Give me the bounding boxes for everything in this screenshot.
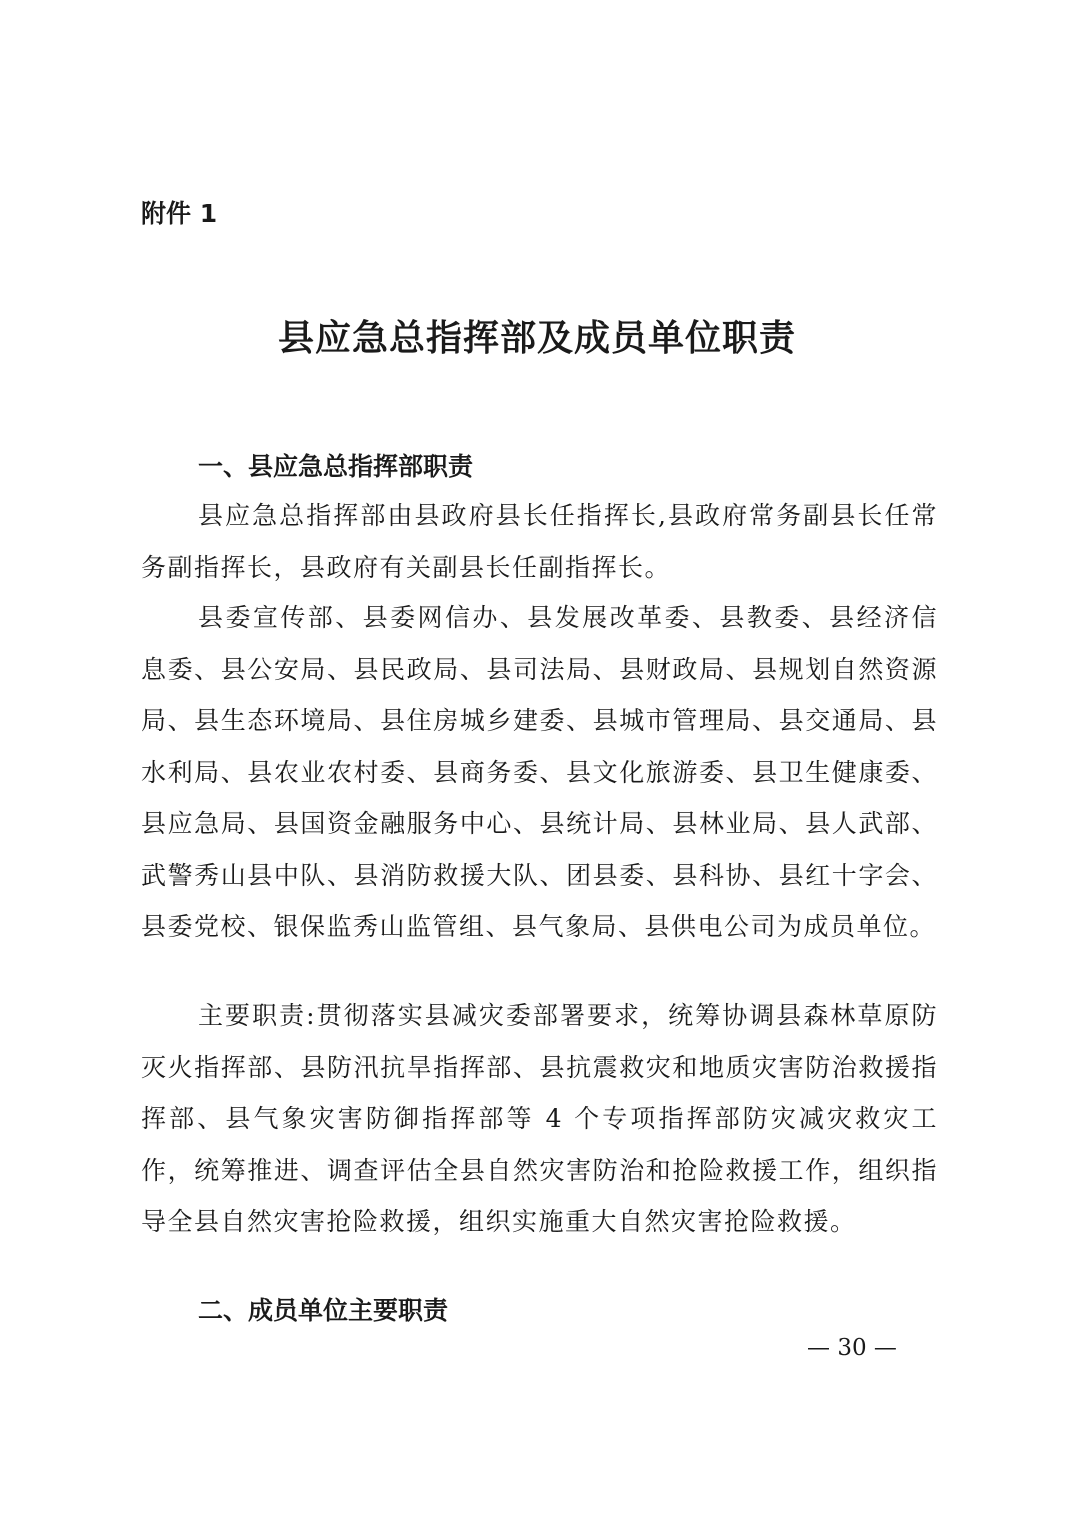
- page-number: — 30 —: [807, 1335, 897, 1361]
- attachment-label: 附件 1: [141, 199, 218, 228]
- section-heading-1: 一、县应急总指挥部职责: [198, 452, 474, 481]
- section-heading-2: 二、成员单位主要职责: [198, 1296, 449, 1325]
- paragraph-member-units: 县委宣传部、县委网信办、县发展改革委、县教委、县经济信息委、县公安局、县民政局、县司法局、县财政局、县规划自然资源局、县生态环境局、县住房城乡建委、县城市管理局、县交通局、县水利局、县农业农村委、县商务委、县文化旅游委、县卫生健康委、县应急局、县国资金融服务中心、县统计局、县林业局、县人武部、武警秀山县中队、县消防救援大队、团县委、县科协、县红十字会、县委党校、银保监秀山监管组、县气象局、县供电公司为成员单位。: [141, 603, 938, 941]
- paragraph-leadership: 县应急总指挥部由县政府县长任指挥长,县政府常务副县长任常务副指挥长，县政府有关副县长任副指挥长。: [141, 501, 938, 582]
- paragraph-main-duties: 主要职责:贯彻落实县减灾委部署要求，统筹协调县森林草原防灭火指挥部、县防汛抗旱指挥部、县抗震救灾和地质灾害防治救援指挥部、县气象灾害防御指挥部等 4 个专项指挥部防灾减灾救灾工作，统筹推进、调查评估全县自然灾害防治和抢险救援工作，组织指导全县自然灾害抢险救援，组织实施重大自然灾害抢险救援。: [141, 1001, 938, 1236]
- document-title: 县应急总指挥部及成员单位职责: [277, 317, 796, 359]
